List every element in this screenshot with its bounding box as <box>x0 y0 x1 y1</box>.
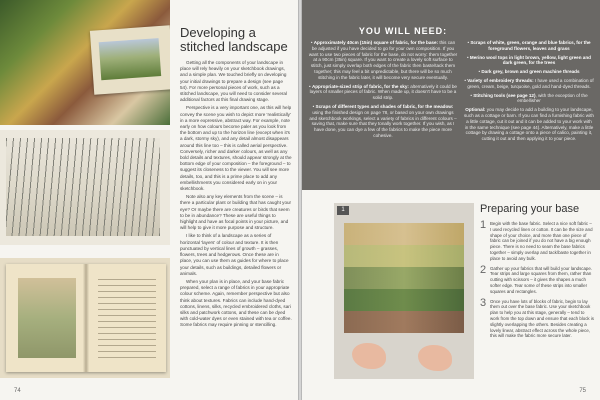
left-page <box>0 0 298 400</box>
materials-item: • Approximately 40cm (15in) square of fabric, for the base: this can be adjusted if you have decided to go for your own composition. If you want to use two pieces of fabric for the base, do not worry: them together at a 90cm (35in) square. If you want to create a lovely soft surface to stitch, just simply overlap both edges of the fabric then baste/tack them together; this may feel a bit unpredictable, but there will be so much stitching in the fabric later, it will become very secure eventually. <box>308 40 458 80</box>
materials-column-2 <box>464 40 594 145</box>
body-paragraph: I like to think of a landscape as a series of horizontal 'layers' of colour and texture. It is then punctuated by vertical lines of growth – grasses, flowers, trees and hedgerows. Once these are in place, you can use them as guides for where to place your details, such as buildings, detailed flowers or animals. <box>180 233 289 276</box>
step-number: 2 <box>480 263 487 276</box>
photo-step-number: 1 <box>337 206 349 215</box>
section-heading: Preparing your base <box>480 203 580 215</box>
materials-title: YOU WILL NEED: <box>358 26 448 36</box>
step-text: Gather up your fabrics that will build your landscape. Tear strips and large squares from them, rather than cutting with scissors – it gives the shapes a much softer edge. Tear some of these strips into smaller squares and rectangles. <box>490 265 593 294</box>
step-text: Begin with the base fabric. Select a nice soft fabric – I used recycled linen or cotton. It can be the size and shape of your choice, and more than one piece of fabric can be joined if you do not have a big enough piece. There is no need to seam the base fabrics together – simply overlap and tack/baste together in place to avoid any bulk. <box>490 221 593 261</box>
materials-item: • Merino wool tops in light brown, yellow, light green and dark green, for the trees <box>467 54 591 66</box>
step-item <box>480 296 594 340</box>
fabric-strip <box>344 223 464 245</box>
step-text: Once you have lots of blocks of fabric, begin to lay them out over the base fabric. Use your sketchbook plan to help you at this stage, generally – tend to work from the top down and ensure that each block is slightly overlapping the others. Besides creating a lovely linear, abstract effect across the whole piece, this will make the fabric more secure later. <box>490 298 594 339</box>
body-paragraph: Perspective is a very important one, as this will help convey the scene you wish to depict more 'realistically' in a more expressive, abstract way. For example, note early on how colours become paler as you look from the bottom and up to the horizon line (except when it's a dark, stormy sky), and any detail almost disappears around this line too – this is called aerial perspective. Conversely, richer and darker colours, as well as any bold details and textures, should appear strongly at the bottom edge of your composition – the foreground – to suggest its closeness to the viewer. You will see more details, too, and this is a prime place to add any embellishments you considered early on in your sketchbook. <box>180 105 292 192</box>
materials-box <box>302 0 600 190</box>
sketch-drawing-photo <box>0 130 170 245</box>
page-title: Developing a stitched landscape <box>180 25 288 54</box>
materials-item: • Appropriate-sized strip of fabric, for the sky: alternatively it could be layers of smaller pieces of fabric. When made up, it doesn't have to be a solid strip. <box>309 83 457 101</box>
fabric-strips-photo <box>334 203 474 379</box>
sketchbook-photo-top <box>0 0 170 125</box>
materials-item: • Dark grey, brown and green machine threads <box>478 69 580 75</box>
body-paragraph: Note also any key elements from the scene – is there a particular plant or building that has caught your eye? Or maybe there are creatures or birds that seem to be in abundance? These are useful things to highlight and have as focal points in your picture, and will help to give it more purpose and structure. <box>180 194 292 231</box>
hand <box>418 345 452 371</box>
step-item <box>480 263 594 295</box>
fabric-strip <box>344 311 464 333</box>
fabric-strip <box>344 289 464 311</box>
fabric-strip <box>344 267 464 289</box>
right-page <box>302 0 600 400</box>
materials-column-1 <box>308 40 458 142</box>
step-item <box>480 221 594 262</box>
step-number: 3 <box>480 296 487 309</box>
body-paragraph: Getting all the components of your landscape in place will rely heavily on your sketchbook drawings, and a simple plan. We touched briefly on developing your initial drawings to prepare a design (see page 54). For more personal pieces of work, such as a stitched landscape, you will need to consider several additional factors at this final drawing stage. <box>180 60 287 103</box>
sketchbook-photo-bottom <box>0 258 170 378</box>
fabric-strip <box>344 245 464 267</box>
page-number-left: 74 <box>14 388 21 394</box>
prep-text-column <box>480 203 594 343</box>
step-number: 1 <box>480 219 487 231</box>
materials-item: • Scraps of white, green, orange and blue fabrics, for the foreground flowers, leaves and grass <box>467 40 591 51</box>
materials-item: • Stitching tools (see page 12), with the exception of the embellisher <box>470 92 588 104</box>
materials-item: • Scraps of different types and shades of fabric, for the meadow: using the finished design on page 78, or based on your own drawings and sketchbook workings, select a variety of fabrics in different colours – saving that, make sure that they tonally work together. If you wish, as I have done, you can dye a few of the fabrics to make the piece more cohesive. <box>309 103 457 138</box>
page-number-right: 75 <box>579 388 586 394</box>
hand <box>352 343 386 369</box>
body-text <box>180 60 292 329</box>
materials-item: • Variety of embroidery threads: I have used a combination of green, cream, beige, turquoise, gold and hand-dyed threads. <box>464 77 594 89</box>
materials-item: Optional: you may decide to add a building to your landscape, such as a cottage or barn. If you can find a furnishing fabric with a little cottage, cut it out and it can be added to your work with in the same technique (see page 44). Alternatively, make a little cottage by drawing a cottage onto a piece of calico, painting it, cutting it out and then applying it to your piece. <box>464 107 594 142</box>
body-paragraph: When your plan is in place, and your base fabric prepared, select a range of fabrics in your appropriate colour scheme. Again, remember perspective but also think about textures. Fabrics can include hand-dyed cottons, linens, silks, recycled embroidered cloths, sari silks and patchwork cottons, and these can be dyed with cold-water dyes or even stained with tea or coffee. Some fabrics may require pinning or stencilling. <box>180 278 292 328</box>
left-text-column <box>180 26 292 331</box>
